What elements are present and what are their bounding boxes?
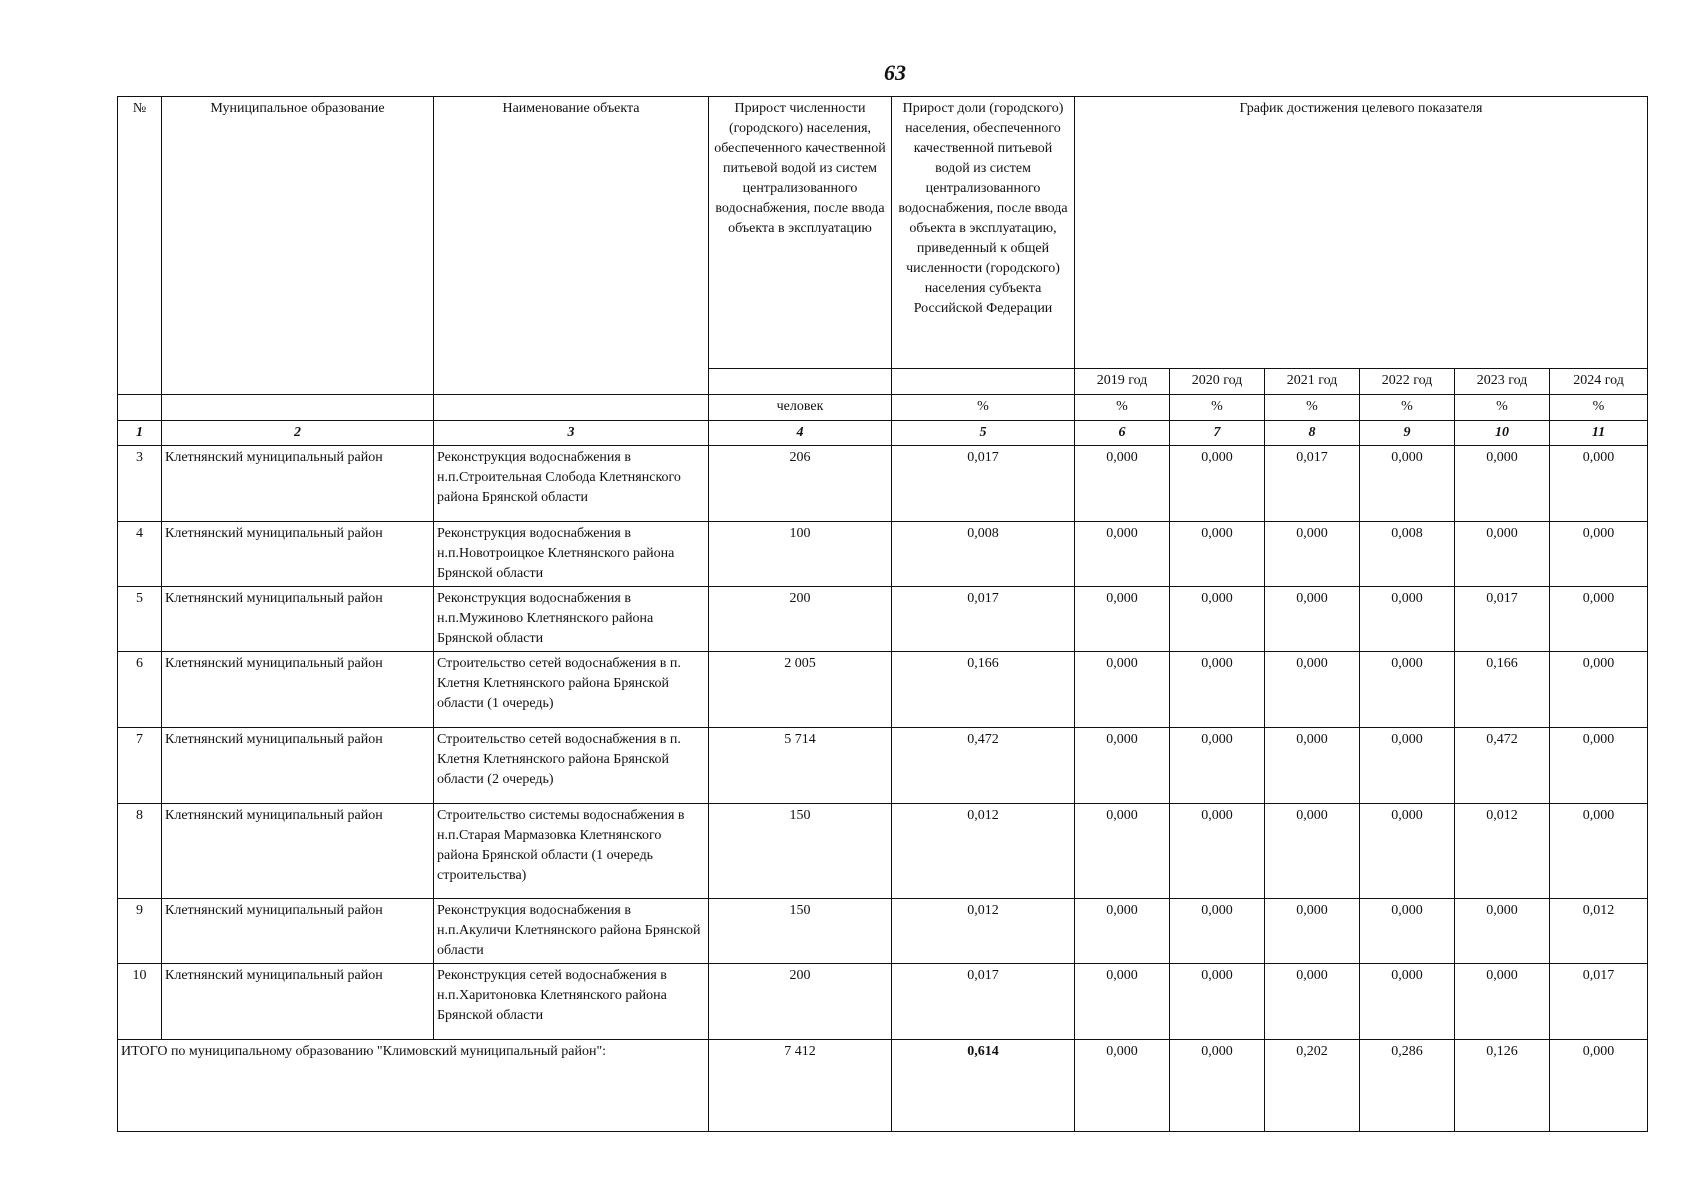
total-label: ИТОГО по муниципальному образованию "Климовский муниципальный район":: [118, 1040, 709, 1132]
row-y2021: 0,017: [1265, 446, 1360, 522]
header-object: Наименование объекта: [434, 97, 709, 395]
row-share: 0,166: [892, 652, 1075, 728]
row-y2019: 0,000: [1075, 964, 1170, 1040]
total-y2023: 0,126: [1455, 1040, 1550, 1132]
row-y2019: 0,000: [1075, 899, 1170, 964]
row-y2024: 0,017: [1550, 964, 1648, 1040]
row-municipality: Клетнянский муниципальный район: [162, 728, 434, 804]
row-y2020: 0,000: [1170, 522, 1265, 587]
row-y2024: 0,000: [1550, 652, 1648, 728]
row-y2023: 0,012: [1455, 804, 1550, 899]
row-people: 100: [709, 522, 892, 587]
total-share: 0,614: [892, 1040, 1075, 1132]
row-y2019: 0,000: [1075, 587, 1170, 652]
row-y2021: 0,000: [1265, 652, 1360, 728]
table-row: [118, 899, 1648, 964]
row-people: 150: [709, 804, 892, 899]
table-row: [118, 652, 1648, 728]
header-municipality: Муниципальное образование: [162, 97, 434, 395]
row-municipality: Клетнянский муниципальный район: [162, 964, 434, 1040]
row-people: 200: [709, 964, 892, 1040]
column-number: 8: [1265, 421, 1360, 446]
unit-percent: %: [1170, 395, 1265, 421]
row-y2022: 0,000: [1360, 899, 1455, 964]
row-y2024: 0,000: [1550, 728, 1648, 804]
column-number: 11: [1550, 421, 1648, 446]
row-share: 0,012: [892, 804, 1075, 899]
total-row: [118, 1040, 1648, 1132]
water-supply-table: [117, 96, 1648, 1132]
row-y2023: 0,000: [1455, 446, 1550, 522]
table-row: [118, 804, 1648, 899]
unit-percent: %: [1360, 395, 1455, 421]
total-y2019: 0,000: [1075, 1040, 1170, 1132]
row-number: 4: [118, 522, 162, 587]
header-year: 2021 год: [1265, 369, 1360, 395]
row-municipality: Клетнянский муниципальный район: [162, 804, 434, 899]
column-number: 5: [892, 421, 1075, 446]
row-y2022: 0,000: [1360, 728, 1455, 804]
row-object: Строительство сетей водоснабжения в п. Клетня Клетнянского района Брянской области (2 очередь): [434, 728, 709, 804]
row-y2020: 0,000: [1170, 446, 1265, 522]
row-y2024: 0,000: [1550, 804, 1648, 899]
header-year: 2024 год: [1550, 369, 1648, 395]
row-share: 0,008: [892, 522, 1075, 587]
row-number: 7: [118, 728, 162, 804]
table-row: [118, 587, 1648, 652]
row-y2024: 0,012: [1550, 899, 1648, 964]
row-y2023: 0,000: [1455, 522, 1550, 587]
column-number: 4: [709, 421, 892, 446]
row-y2024: 0,000: [1550, 522, 1648, 587]
unit-people: человек: [709, 395, 892, 421]
header-year: 2023 год: [1455, 369, 1550, 395]
row-y2024: 0,000: [1550, 587, 1648, 652]
unit-percent: %: [1455, 395, 1550, 421]
row-share: 0,017: [892, 964, 1075, 1040]
row-share: 0,017: [892, 446, 1075, 522]
row-y2022: 0,000: [1360, 446, 1455, 522]
row-number: 6: [118, 652, 162, 728]
unit-percent: %: [1075, 395, 1170, 421]
row-y2023: 0,166: [1455, 652, 1550, 728]
header-year: 2019 год: [1075, 369, 1170, 395]
row-y2023: 0,017: [1455, 587, 1550, 652]
column-number: 10: [1455, 421, 1550, 446]
row-y2022: 0,000: [1360, 652, 1455, 728]
row-number: 9: [118, 899, 162, 964]
header-schedule: График достижения целевого показателя: [1075, 97, 1648, 369]
row-number: 8: [118, 804, 162, 899]
row-object: Реконструкция сетей водоснабжения в н.п.Харитоновка Клетнянского района Брянской области: [434, 964, 709, 1040]
row-y2019: 0,000: [1075, 522, 1170, 587]
page-number: 63: [884, 60, 906, 85]
header-year: 2022 год: [1360, 369, 1455, 395]
row-y2020: 0,000: [1170, 587, 1265, 652]
row-people: 206: [709, 446, 892, 522]
row-y2021: 0,000: [1265, 964, 1360, 1040]
row-y2021: 0,000: [1265, 804, 1360, 899]
row-y2020: 0,000: [1170, 728, 1265, 804]
row-y2020: 0,000: [1170, 964, 1265, 1040]
row-number: 5: [118, 587, 162, 652]
unit-percent: %: [892, 395, 1075, 421]
table-row: [118, 964, 1648, 1040]
row-y2022: 0,000: [1360, 587, 1455, 652]
header-year: 2020 год: [1170, 369, 1265, 395]
row-object: Реконструкция водоснабжения в н.п.Строительная Слобода Клетнянского района Брянской области: [434, 446, 709, 522]
row-number: 10: [118, 964, 162, 1040]
column-number: 7: [1170, 421, 1265, 446]
column-number: 9: [1360, 421, 1455, 446]
row-y2021: 0,000: [1265, 728, 1360, 804]
header-no: №: [118, 97, 162, 395]
row-object: Строительство сетей водоснабжения в п. Клетня Клетнянского района Брянской области (1 очередь): [434, 652, 709, 728]
table-row: [118, 446, 1648, 522]
row-object: Строительство системы водоснабжения в н.п.Старая Мармазовка Клетнянского района Брянской области (1 очередь строительства): [434, 804, 709, 899]
row-share: 0,472: [892, 728, 1075, 804]
total-y2022: 0,286: [1360, 1040, 1455, 1132]
row-number: 3: [118, 446, 162, 522]
row-y2022: 0,000: [1360, 964, 1455, 1040]
data-rows: [118, 446, 1648, 1040]
row-y2020: 0,000: [1170, 899, 1265, 964]
unit-percent: %: [1550, 395, 1648, 421]
row-municipality: Клетнянский муниципальный район: [162, 587, 434, 652]
row-y2022: 0,008: [1360, 522, 1455, 587]
table-row: [118, 522, 1648, 587]
row-y2021: 0,000: [1265, 899, 1360, 964]
unit-percent: %: [1265, 395, 1360, 421]
row-y2020: 0,000: [1170, 804, 1265, 899]
row-y2019: 0,000: [1075, 804, 1170, 899]
row-y2021: 0,000: [1265, 587, 1360, 652]
column-numbers-row: [118, 421, 1648, 446]
row-y2024: 0,000: [1550, 446, 1648, 522]
row-share: 0,017: [892, 587, 1075, 652]
row-y2020: 0,000: [1170, 652, 1265, 728]
row-y2019: 0,000: [1075, 652, 1170, 728]
column-number: 6: [1075, 421, 1170, 446]
table-row: [118, 728, 1648, 804]
row-y2023: 0,000: [1455, 899, 1550, 964]
row-y2019: 0,000: [1075, 728, 1170, 804]
row-share: 0,012: [892, 899, 1075, 964]
row-municipality: Клетнянский муниципальный район: [162, 652, 434, 728]
row-object: Реконструкция водоснабжения в н.п.Новотроицкое Клетнянского района Брянской области: [434, 522, 709, 587]
column-number: 3: [434, 421, 709, 446]
row-municipality: Клетнянский муниципальный район: [162, 446, 434, 522]
row-y2019: 0,000: [1075, 446, 1170, 522]
row-y2023: 0,000: [1455, 964, 1550, 1040]
row-y2021: 0,000: [1265, 522, 1360, 587]
total-y2020: 0,000: [1170, 1040, 1265, 1132]
header-growth-population: Прирост численности (городского) населения, обеспеченного качественной питьевой водой из систем централизованного водоснабжения, после ввода объекта в эксплуатацию: [709, 97, 892, 369]
row-y2022: 0,000: [1360, 804, 1455, 899]
total-y2021: 0,202: [1265, 1040, 1360, 1132]
row-people: 200: [709, 587, 892, 652]
column-number: 2: [162, 421, 434, 446]
total-y2024: 0,000: [1550, 1040, 1648, 1132]
row-municipality: Клетнянский муниципальный район: [162, 522, 434, 587]
row-object: Реконструкция водоснабжения в н.п.Мужиново Клетнянского района Брянской области: [434, 587, 709, 652]
row-people: 2 005: [709, 652, 892, 728]
total-people: 7 412: [709, 1040, 892, 1132]
header-growth-share: Прирост доли (городского) населения, обеспеченного качественной питьевой водой из систем централизованного водоснабжения, после ввода объекта в эксплуатацию, приведенный к общей численности (городского) населения субъекта Российской Федерации: [892, 97, 1075, 369]
row-people: 5 714: [709, 728, 892, 804]
row-people: 150: [709, 899, 892, 964]
column-number: 1: [118, 421, 162, 446]
row-municipality: Клетнянский муниципальный район: [162, 899, 434, 964]
row-y2023: 0,472: [1455, 728, 1550, 804]
row-object: Реконструкция водоснабжения в н.п.Акуличи Клетнянского района Брянской области: [434, 899, 709, 964]
